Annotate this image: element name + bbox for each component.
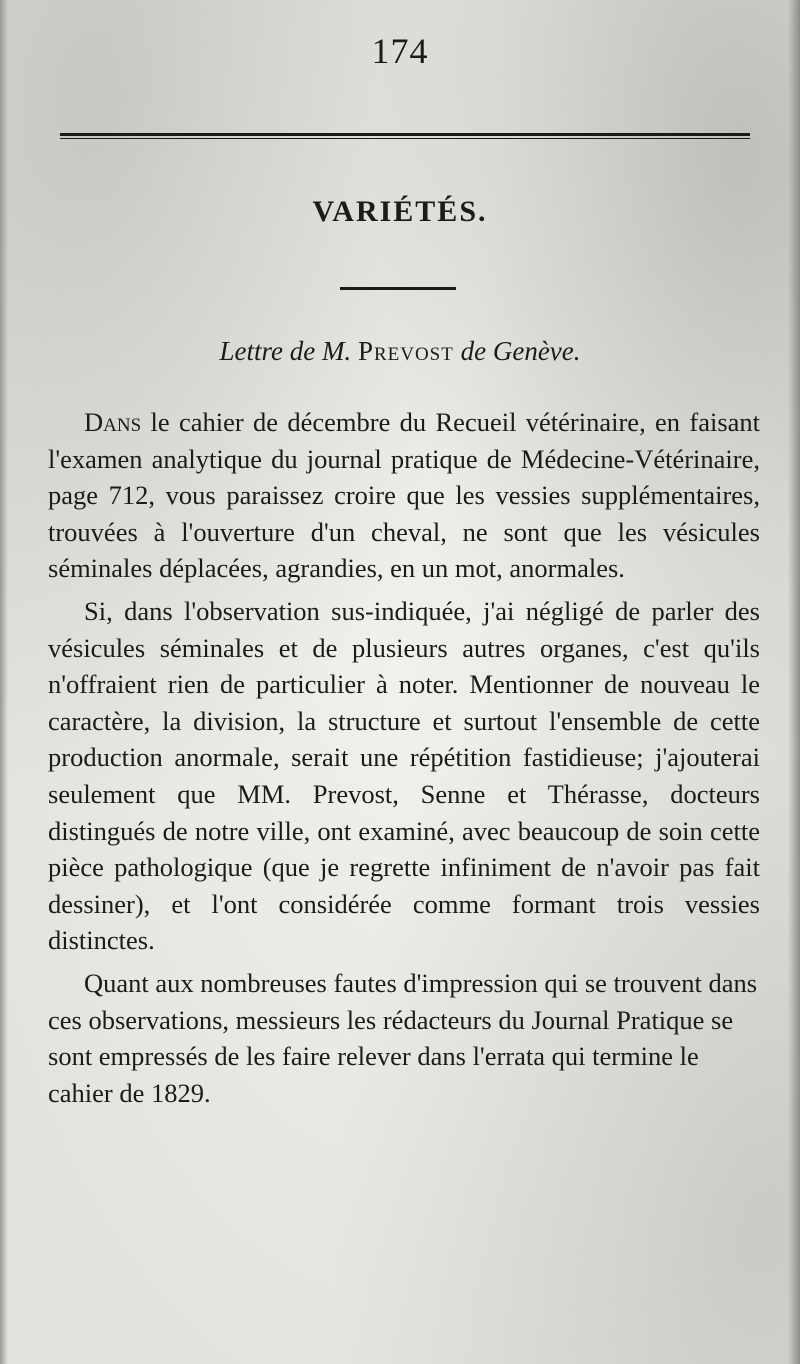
letter-heading-prefix: Lettre de: [219, 336, 322, 366]
paragraph-text: Si, dans l'observation sus-indiquée, j'ai négligé de parler des vésicules séminales et de plusieurs autres organes, c'est qu'ils n'offraient rien de particulier à noter. Mentionner de nouveau le caractère, la division, la structure et surtout l'ensemble de cette production anormale, serait une répétition fastidieuse; j'ajouterai seulement que MM. Prevost, Senne et Thérasse, docteurs distingués de notre ville, ont examiné, avec beaucoup de soin cette pièce pathologique (que je regrette infiniment de n'avoir pas fait dessiner), et l'ont considérée comme formant trois vessies distinctes.: [48, 595, 760, 956]
paragraph-text: le cahier de décembre du Recueil vétérinaire, en faisant l'examen analytique du journal pratique de Médecine-Vétérinaire, page 712, vous paraissez croire que les vessies supplémentaires, trouvées à l'ouverture d'un cheval, ne sont que les vésicules séminales déplacées, agrandies, en un mot, anormales.: [48, 407, 761, 584]
section-title: VARIÉTÉS.: [312, 195, 488, 228]
article-body: [48, 404, 760, 1117]
title-divider: [340, 287, 456, 290]
paragraph-text: Quant aux nombreuses fautes d'impression qui se trouvent dans ces observations, messieurs les rédacteurs du Journal Pratique se sont empressés de les faire relever dans l'errata qui termine le cahier de 1829.: [48, 967, 758, 1108]
header-double-rule: [60, 133, 750, 139]
page-number: 174: [371, 31, 429, 71]
letter-heading-name: Prevost: [357, 336, 454, 366]
paragraph-2: [48, 593, 760, 959]
paragraph-3: [48, 965, 760, 1111]
paragraph-1: [48, 404, 760, 587]
letter-heading: [0, 336, 800, 367]
paragraph-lead-word: Dans: [84, 407, 142, 437]
letter-heading-title: M.: [321, 336, 352, 366]
letter-heading-suffix: de Genève.: [460, 336, 581, 366]
